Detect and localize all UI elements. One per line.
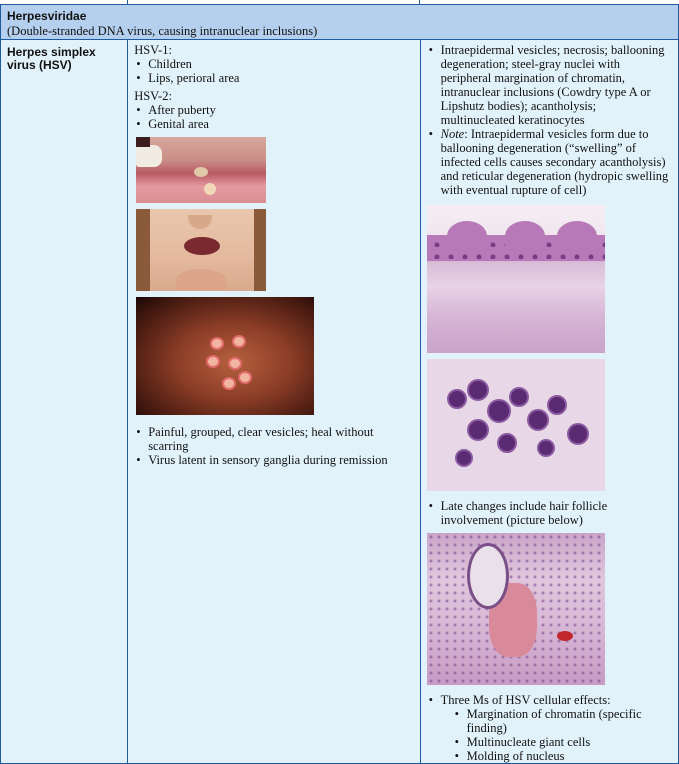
family-header-row	[1, 5, 679, 40]
histology-hair-follicle-image	[427, 533, 605, 685]
family-header-cell	[1, 5, 679, 40]
three-ms-title: • Three Ms of HSV cellular effects: • Margination of chromatin (specific finding) • Multinucleate giant cells • Molding of nucleus	[427, 693, 672, 763]
family-title: Herpesviridae	[7, 9, 87, 23]
histology-vesicle-image	[427, 205, 605, 353]
virus-name: Herpes simplex virus (HSV)	[7, 45, 96, 72]
hsv2-list	[134, 103, 413, 131]
hsv1-title: HSV-1:	[134, 43, 172, 57]
note-label: Note	[440, 127, 465, 141]
note-item	[427, 127, 672, 197]
clinical-bullets	[134, 425, 413, 467]
hsv1-list	[134, 57, 413, 85]
late-changes-list	[427, 499, 672, 527]
note-text: : Intraepidermal vesicles form due to ballooning degeneration (“swelling” of infected cells causes secondary acantholysis) and reticular degeneration (hydropic swelling with eventual rupture of cell)	[440, 127, 669, 197]
list-item: • Virus latent in sensory ganglia during remission	[134, 453, 413, 467]
histology-multinucleate-image	[427, 359, 605, 491]
list-item: • Intraepidermal vesicles; necrosis; ballooning degeneration; steel-gray nuclei with peripheral margination of chromatin, intranuclear inclusions (Cowdry type A or Lipshutz bodies); acantholysis; multinucleated keratinocytes	[427, 43, 672, 127]
list-item: • Painful, grouped, clear vesicles; heal without scarring	[134, 425, 413, 453]
list-item: • Children	[134, 57, 413, 71]
clinical-cell	[128, 40, 420, 764]
histology-bullets	[427, 43, 672, 197]
virus-name-cell	[1, 40, 128, 764]
list-item: • Multinucleate giant cells	[453, 735, 672, 749]
three-ms-list	[427, 693, 672, 763]
perioral-lesion-photo	[136, 209, 266, 291]
list-item: • Genital area	[134, 117, 413, 131]
three-ms-sublist	[453, 707, 672, 763]
hsv2-title: HSV-2:	[134, 89, 172, 103]
lip-lesion-photo	[136, 137, 266, 203]
hsv-row	[1, 40, 679, 764]
family-description: (Double-stranded DNA virus, causing intranuclear inclusions)	[7, 24, 318, 38]
list-item: • Lips, perioral area	[134, 71, 413, 85]
list-item: • After puberty	[134, 103, 413, 117]
grouped-vesicles-photo	[136, 297, 314, 415]
list-item: • Molding of nucleus	[453, 749, 672, 763]
histology-cell	[420, 40, 678, 764]
list-item: • Margination of chromatin (specific finding)	[453, 707, 672, 735]
list-item: • Late changes include hair follicle involvement (picture below)	[427, 499, 672, 527]
virus-table	[0, 4, 679, 764]
